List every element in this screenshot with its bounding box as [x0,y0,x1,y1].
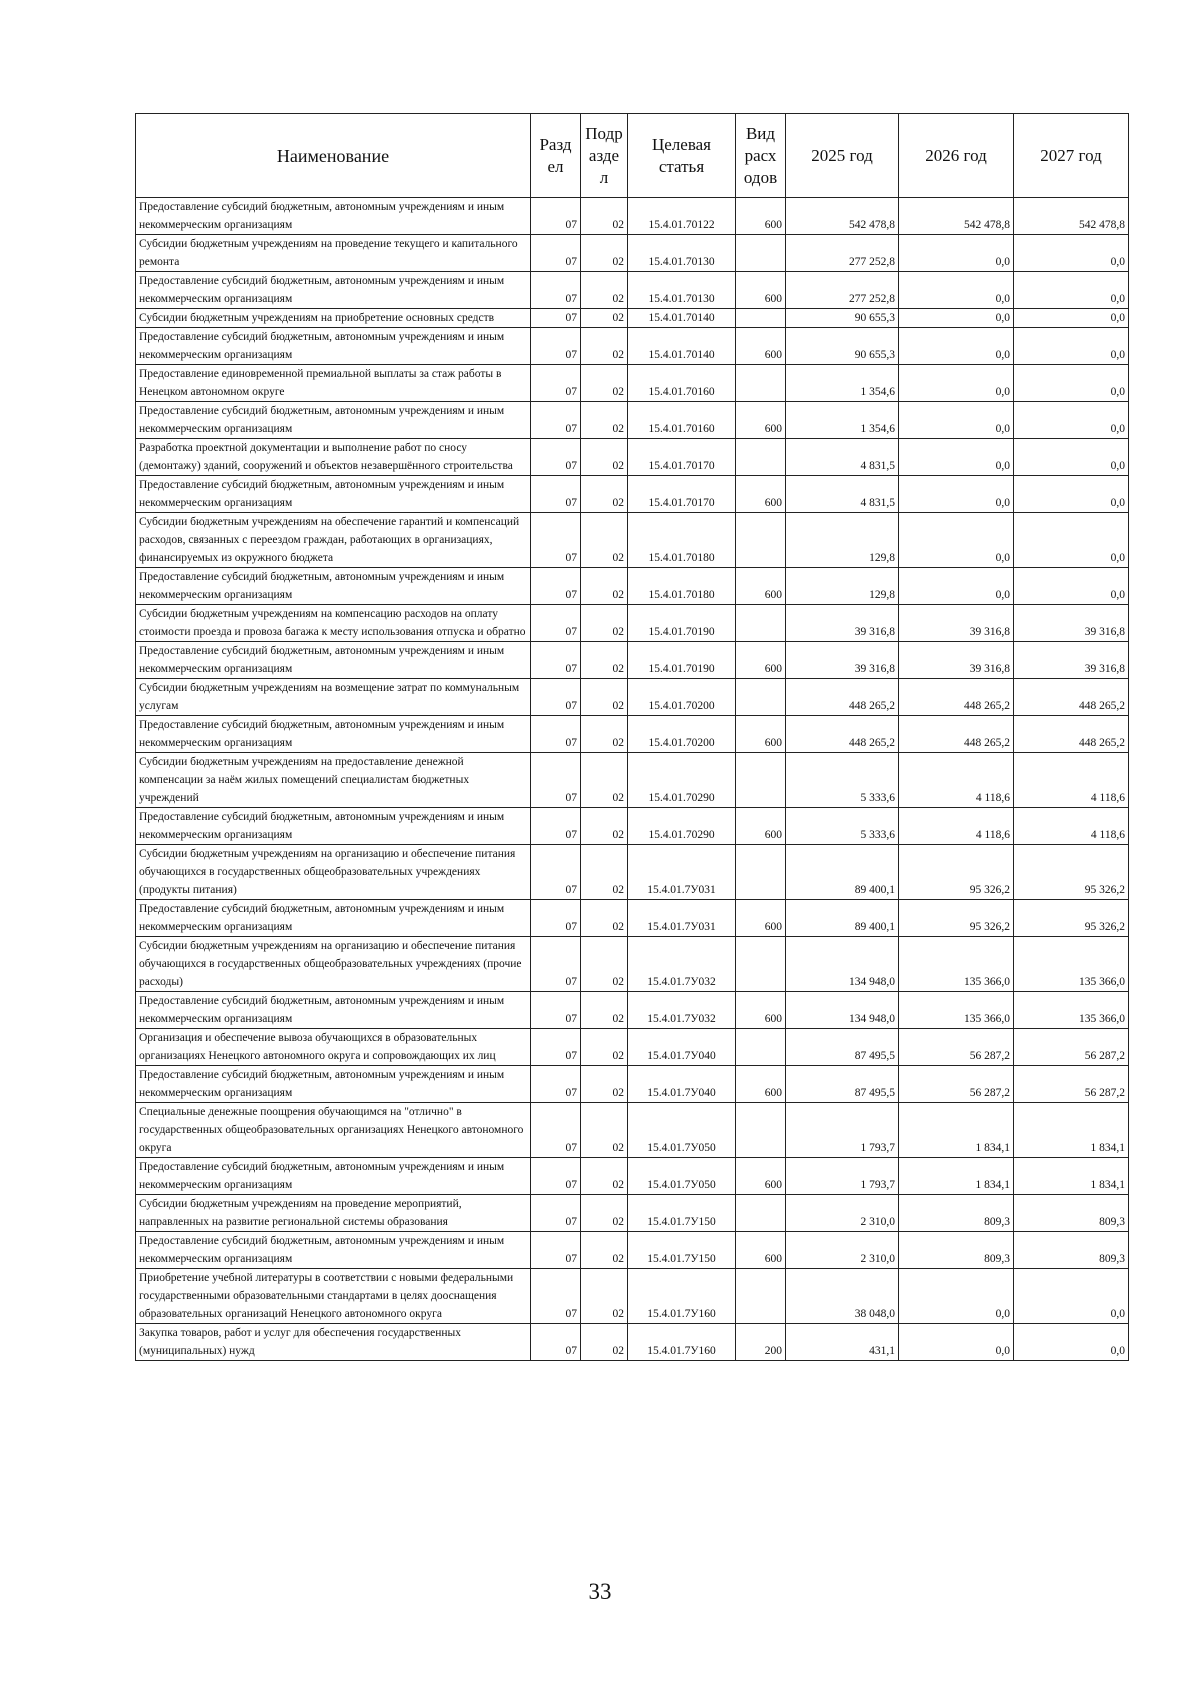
cell-subsection: 02 [581,1232,628,1269]
cell-target: 15.4.01.7У031 [628,900,736,937]
cell-2025: 90 655,3 [786,328,899,365]
cell-2025: 431,1 [786,1324,899,1361]
cell-exp-type [736,439,786,476]
cell-2027: 809,3 [1014,1232,1129,1269]
cell-2027: 0,0 [1014,272,1129,309]
cell-section: 07 [531,272,581,309]
cell-2025: 4 831,5 [786,439,899,476]
table-row [136,365,1129,402]
table-row [136,309,1129,328]
cell-exp-type [736,753,786,808]
cell-subsection: 02 [581,272,628,309]
table-row [136,568,1129,605]
table-row [136,476,1129,513]
cell-2025: 134 948,0 [786,937,899,992]
cell-subsection: 02 [581,1269,628,1324]
cell-2025: 448 265,2 [786,679,899,716]
cell-target: 15.4.01.7У032 [628,937,736,992]
cell-target: 15.4.01.7У150 [628,1232,736,1269]
cell-2025: 1 793,7 [786,1103,899,1158]
cell-subsection: 02 [581,476,628,513]
cell-name: Субсидии бюджетным учреждениям на приобретение основных средств [136,309,531,328]
cell-2027: 1 834,1 [1014,1158,1129,1195]
cell-target: 15.4.01.7У032 [628,992,736,1029]
cell-target: 15.4.01.70170 [628,439,736,476]
cell-2025: 89 400,1 [786,900,899,937]
cell-subsection: 02 [581,309,628,328]
cell-2026: 809,3 [899,1195,1014,1232]
cell-2027: 56 287,2 [1014,1029,1129,1066]
cell-exp-type: 600 [736,402,786,439]
cell-subsection: 02 [581,679,628,716]
cell-section: 07 [531,198,581,235]
cell-exp-type: 600 [736,328,786,365]
cell-2025: 2 310,0 [786,1232,899,1269]
cell-section: 07 [531,513,581,568]
cell-2026: 95 326,2 [899,845,1014,900]
cell-2025: 542 478,8 [786,198,899,235]
col-header-subsection: Подр азде л [581,114,628,198]
cell-2027: 0,0 [1014,235,1129,272]
cell-2027: 1 834,1 [1014,1103,1129,1158]
cell-subsection: 02 [581,1158,628,1195]
cell-target: 15.4.01.7У160 [628,1269,736,1324]
cell-subsection: 02 [581,1195,628,1232]
table-row [136,402,1129,439]
cell-subsection: 02 [581,753,628,808]
table-row [136,513,1129,568]
cell-target: 15.4.01.70200 [628,679,736,716]
cell-name: Предоставление субсидий бюджетным, автономным учреждениям и иным некоммерческим организациям [136,808,531,845]
cell-2026: 0,0 [899,365,1014,402]
cell-2025: 448 265,2 [786,716,899,753]
cell-name: Предоставление единовременной премиальной выплаты за стаж работы в Ненецком автономном округе [136,365,531,402]
cell-exp-type [736,937,786,992]
table-row [136,1066,1129,1103]
cell-2027: 0,0 [1014,439,1129,476]
cell-2027: 39 316,8 [1014,642,1129,679]
cell-2027: 95 326,2 [1014,845,1129,900]
cell-2025: 277 252,8 [786,272,899,309]
cell-2026: 4 118,6 [899,753,1014,808]
cell-exp-type: 600 [736,568,786,605]
cell-subsection: 02 [581,513,628,568]
cell-subsection: 02 [581,1324,628,1361]
cell-exp-type [736,1195,786,1232]
cell-target: 15.4.01.70160 [628,365,736,402]
cell-target: 15.4.01.70290 [628,808,736,845]
cell-exp-type [736,513,786,568]
cell-name: Предоставление субсидий бюджетным, автономным учреждениям и иным некоммерческим организациям [136,1232,531,1269]
cell-subsection: 02 [581,1103,628,1158]
cell-2026: 0,0 [899,402,1014,439]
cell-2025: 38 048,0 [786,1269,899,1324]
cell-2025: 90 655,3 [786,309,899,328]
cell-exp-type: 600 [736,1232,786,1269]
cell-subsection: 02 [581,328,628,365]
cell-name: Предоставление субсидий бюджетным, автономным учреждениям и иным некоммерческим организациям [136,328,531,365]
cell-2026: 1 834,1 [899,1103,1014,1158]
cell-2026: 0,0 [899,272,1014,309]
table-row [136,1232,1129,1269]
cell-2026: 0,0 [899,513,1014,568]
cell-2026: 135 366,0 [899,992,1014,1029]
table-row [136,900,1129,937]
cell-section: 07 [531,1066,581,1103]
cell-2025: 1 793,7 [786,1158,899,1195]
cell-2025: 129,8 [786,513,899,568]
cell-section: 07 [531,679,581,716]
cell-target: 15.4.01.7У160 [628,1324,736,1361]
table-row [136,642,1129,679]
cell-section: 07 [531,1195,581,1232]
cell-target: 15.4.01.70130 [628,272,736,309]
cell-2026: 0,0 [899,1324,1014,1361]
cell-2025: 87 495,5 [786,1029,899,1066]
cell-section: 07 [531,900,581,937]
cell-target: 15.4.01.7У040 [628,1029,736,1066]
cell-2027: 0,0 [1014,1269,1129,1324]
cell-target: 15.4.01.70200 [628,716,736,753]
cell-2026: 0,0 [899,309,1014,328]
cell-section: 07 [531,1103,581,1158]
cell-exp-type [736,605,786,642]
cell-subsection: 02 [581,808,628,845]
col-header-2026: 2026 год [899,114,1014,198]
table-row [136,808,1129,845]
cell-section: 07 [531,753,581,808]
cell-exp-type [736,1029,786,1066]
cell-exp-type [736,1269,786,1324]
cell-2025: 39 316,8 [786,605,899,642]
cell-2025: 5 333,6 [786,753,899,808]
cell-name: Предоставление субсидий бюджетным, автономным учреждениям и иным некоммерческим организациям [136,716,531,753]
cell-name: Организация и обеспечение вывоза обучающихся в образовательных организациях Ненецкого автономного округа и сопровождающих их лиц [136,1029,531,1066]
cell-2026: 809,3 [899,1232,1014,1269]
cell-2026: 0,0 [899,328,1014,365]
cell-2026: 0,0 [899,476,1014,513]
cell-2027: 0,0 [1014,1324,1129,1361]
cell-name: Приобретение учебной литературы в соответствии с новыми федеральными государственными образовательными стандартами в целях дооснащения образовательных организаций Ненецкого автономного округа [136,1269,531,1324]
cell-exp-type: 600 [736,808,786,845]
cell-name: Предоставление субсидий бюджетным, автономным учреждениям и иным некоммерческим организациям [136,402,531,439]
cell-target: 15.4.01.70140 [628,328,736,365]
cell-exp-type [736,365,786,402]
table-row [136,1269,1129,1324]
cell-exp-type [736,309,786,328]
cell-2027: 135 366,0 [1014,992,1129,1029]
cell-exp-type [736,235,786,272]
cell-2027: 542 478,8 [1014,198,1129,235]
table-row [136,198,1129,235]
cell-2027: 4 118,6 [1014,753,1129,808]
cell-section: 07 [531,716,581,753]
cell-2025: 87 495,5 [786,1066,899,1103]
budget-table [135,113,1129,1361]
cell-target: 15.4.01.70170 [628,476,736,513]
cell-2027: 0,0 [1014,568,1129,605]
cell-name: Предоставление субсидий бюджетным, автономным учреждениям и иным некоммерческим организациям [136,642,531,679]
cell-target: 15.4.01.70160 [628,402,736,439]
cell-2026: 448 265,2 [899,679,1014,716]
cell-2026: 1 834,1 [899,1158,1014,1195]
cell-section: 07 [531,476,581,513]
cell-2026: 135 366,0 [899,937,1014,992]
cell-name: Субсидии бюджетным учреждениям на обеспечение гарантий и компенсаций расходов, связанных с переездом граждан, работающих в организациях, финансируемых из окружного бюджета [136,513,531,568]
cell-exp-type: 600 [736,900,786,937]
table-row [136,1158,1129,1195]
cell-section: 07 [531,439,581,476]
cell-name: Предоставление субсидий бюджетным, автономным учреждениям и иным некоммерческим организациям [136,198,531,235]
cell-2027: 56 287,2 [1014,1066,1129,1103]
cell-target: 15.4.01.70180 [628,568,736,605]
cell-section: 07 [531,365,581,402]
cell-2026: 39 316,8 [899,605,1014,642]
cell-2026: 39 316,8 [899,642,1014,679]
cell-section: 07 [531,1324,581,1361]
table-row [136,439,1129,476]
col-header-name: Наименование [136,114,531,198]
cell-section: 07 [531,992,581,1029]
table-row [136,845,1129,900]
cell-subsection: 02 [581,402,628,439]
cell-target: 15.4.01.70190 [628,605,736,642]
page-number: 33 [588,1579,612,1604]
table-row [136,937,1129,992]
cell-2027: 0,0 [1014,402,1129,439]
cell-exp-type: 600 [736,642,786,679]
cell-2027: 95 326,2 [1014,900,1129,937]
cell-2026: 0,0 [899,568,1014,605]
cell-name: Предоставление субсидий бюджетным, автономным учреждениям и иным некоммерческим организациям [136,992,531,1029]
cell-2026: 95 326,2 [899,900,1014,937]
cell-target: 15.4.01.70140 [628,309,736,328]
table-row [136,328,1129,365]
table-row [136,272,1129,309]
cell-exp-type: 600 [736,992,786,1029]
cell-2025: 2 310,0 [786,1195,899,1232]
cell-subsection: 02 [581,1066,628,1103]
cell-target: 15.4.01.70180 [628,513,736,568]
cell-section: 07 [531,845,581,900]
cell-section: 07 [531,937,581,992]
cell-subsection: 02 [581,992,628,1029]
cell-subsection: 02 [581,937,628,992]
table-row [136,1324,1129,1361]
cell-name: Предоставление субсидий бюджетным, автономным учреждениям и иным некоммерческим организациям [136,568,531,605]
cell-section: 07 [531,1158,581,1195]
table-row [136,679,1129,716]
cell-subsection: 02 [581,845,628,900]
cell-name: Субсидии бюджетным учреждениям на организацию и обеспечение питания обучающихся в государственных общеобразовательных учреждениях (прочие расходы) [136,937,531,992]
cell-2027: 448 265,2 [1014,679,1129,716]
cell-subsection: 02 [581,900,628,937]
cell-target: 15.4.01.70190 [628,642,736,679]
cell-target: 15.4.01.7У150 [628,1195,736,1232]
cell-2027: 0,0 [1014,328,1129,365]
cell-subsection: 02 [581,198,628,235]
cell-exp-type [736,845,786,900]
cell-2027: 0,0 [1014,309,1129,328]
cell-subsection: 02 [581,235,628,272]
cell-2025: 134 948,0 [786,992,899,1029]
cell-section: 07 [531,568,581,605]
cell-2025: 129,8 [786,568,899,605]
cell-name: Предоставление субсидий бюджетным, автономным учреждениям и иным некоммерческим организациям [136,272,531,309]
cell-subsection: 02 [581,605,628,642]
table-row [136,605,1129,642]
cell-name: Субсидии бюджетным учреждениям на компенсацию расходов на оплату стоимости проезда и провоза багажа к месту использования отпуска и обратно [136,605,531,642]
table-row [136,716,1129,753]
cell-subsection: 02 [581,642,628,679]
cell-subsection: 02 [581,716,628,753]
cell-subsection: 02 [581,568,628,605]
cell-target: 15.4.01.7У050 [628,1103,736,1158]
col-header-2025: 2025 год [786,114,899,198]
cell-subsection: 02 [581,1029,628,1066]
cell-2025: 277 252,8 [786,235,899,272]
cell-subsection: 02 [581,439,628,476]
cell-exp-type: 600 [736,476,786,513]
table-row [136,753,1129,808]
table-row [136,992,1129,1029]
cell-2027: 809,3 [1014,1195,1129,1232]
cell-section: 07 [531,1232,581,1269]
cell-section: 07 [531,402,581,439]
cell-2027: 448 265,2 [1014,716,1129,753]
cell-2026: 56 287,2 [899,1066,1014,1103]
cell-2026: 0,0 [899,235,1014,272]
col-header-target: Целевая статья [628,114,736,198]
cell-target: 15.4.01.70122 [628,198,736,235]
cell-name: Субсидии бюджетным учреждениям на проведение мероприятий, направленных на развитие региональной системы образования [136,1195,531,1232]
cell-name: Предоставление субсидий бюджетным, автономным учреждениям и иным некоммерческим организациям [136,900,531,937]
cell-2025: 1 354,6 [786,365,899,402]
cell-exp-type: 600 [736,1066,786,1103]
cell-exp-type: 600 [736,716,786,753]
cell-exp-type [736,1103,786,1158]
cell-2026: 56 287,2 [899,1029,1014,1066]
cell-2027: 39 316,8 [1014,605,1129,642]
cell-name: Субсидии бюджетным учреждениям на предоставление денежной компенсации за наём жилых помещений специалистам бюджетных учреждений [136,753,531,808]
cell-2026: 542 478,8 [899,198,1014,235]
cell-2027: 135 366,0 [1014,937,1129,992]
cell-target: 15.4.01.7У040 [628,1066,736,1103]
cell-2027: 0,0 [1014,476,1129,513]
cell-section: 07 [531,642,581,679]
cell-name: Предоставление субсидий бюджетным, автономным учреждениям и иным некоммерческим организациям [136,1066,531,1103]
cell-name: Предоставление субсидий бюджетным, автономным учреждениям и иным некоммерческим организациям [136,476,531,513]
cell-2026: 448 265,2 [899,716,1014,753]
col-header-section: Разд ел [531,114,581,198]
cell-exp-type: 600 [736,198,786,235]
cell-name: Субсидии бюджетным учреждениям на проведение текущего и капитального ремонта [136,235,531,272]
cell-target: 15.4.01.70130 [628,235,736,272]
cell-section: 07 [531,808,581,845]
cell-2027: 0,0 [1014,513,1129,568]
cell-target: 15.4.01.70290 [628,753,736,808]
cell-2026: 0,0 [899,1269,1014,1324]
cell-2025: 1 354,6 [786,402,899,439]
cell-target: 15.4.01.7У031 [628,845,736,900]
cell-name: Закупка товаров, работ и услуг для обеспечения государственных (муниципальных) нужд [136,1324,531,1361]
table-row [136,1103,1129,1158]
table-row [136,1195,1129,1232]
header-row [136,114,1129,198]
cell-name: Специальные денежные поощрения обучающимся на "отлично" в государственных общеобразовательных организациях Ненецкого автономного округа [136,1103,531,1158]
cell-section: 07 [531,328,581,365]
cell-2025: 89 400,1 [786,845,899,900]
cell-name: Предоставление субсидий бюджетным, автономным учреждениям и иным некоммерческим организациям [136,1158,531,1195]
cell-2025: 4 831,5 [786,476,899,513]
cell-section: 07 [531,1029,581,1066]
cell-section: 07 [531,235,581,272]
cell-section: 07 [531,309,581,328]
cell-2026: 4 118,6 [899,808,1014,845]
table-row [136,235,1129,272]
table-row [136,1029,1129,1066]
cell-2027: 4 118,6 [1014,808,1129,845]
cell-2026: 0,0 [899,439,1014,476]
cell-exp-type: 600 [736,272,786,309]
cell-exp-type: 600 [736,1158,786,1195]
cell-exp-type: 200 [736,1324,786,1361]
cell-section: 07 [531,605,581,642]
cell-2027: 0,0 [1014,365,1129,402]
cell-subsection: 02 [581,365,628,402]
cell-section: 07 [531,1269,581,1324]
cell-exp-type [736,679,786,716]
col-header-exp-type: Вид расх одов [736,114,786,198]
cell-target: 15.4.01.7У050 [628,1158,736,1195]
cell-2025: 5 333,6 [786,808,899,845]
cell-name: Субсидии бюджетным учреждениям на возмещение затрат по коммунальным услугам [136,679,531,716]
cell-name: Субсидии бюджетным учреждениям на организацию и обеспечение питания обучающихся в государственных общеобразовательных учреждениях (продукты питания) [136,845,531,900]
cell-2025: 39 316,8 [786,642,899,679]
cell-name: Разработка проектной документации и выполнение работ по сносу (демонтажу) зданий, сооружений и объектов незавершённого строительства [136,439,531,476]
col-header-2027: 2027 год [1014,114,1129,198]
